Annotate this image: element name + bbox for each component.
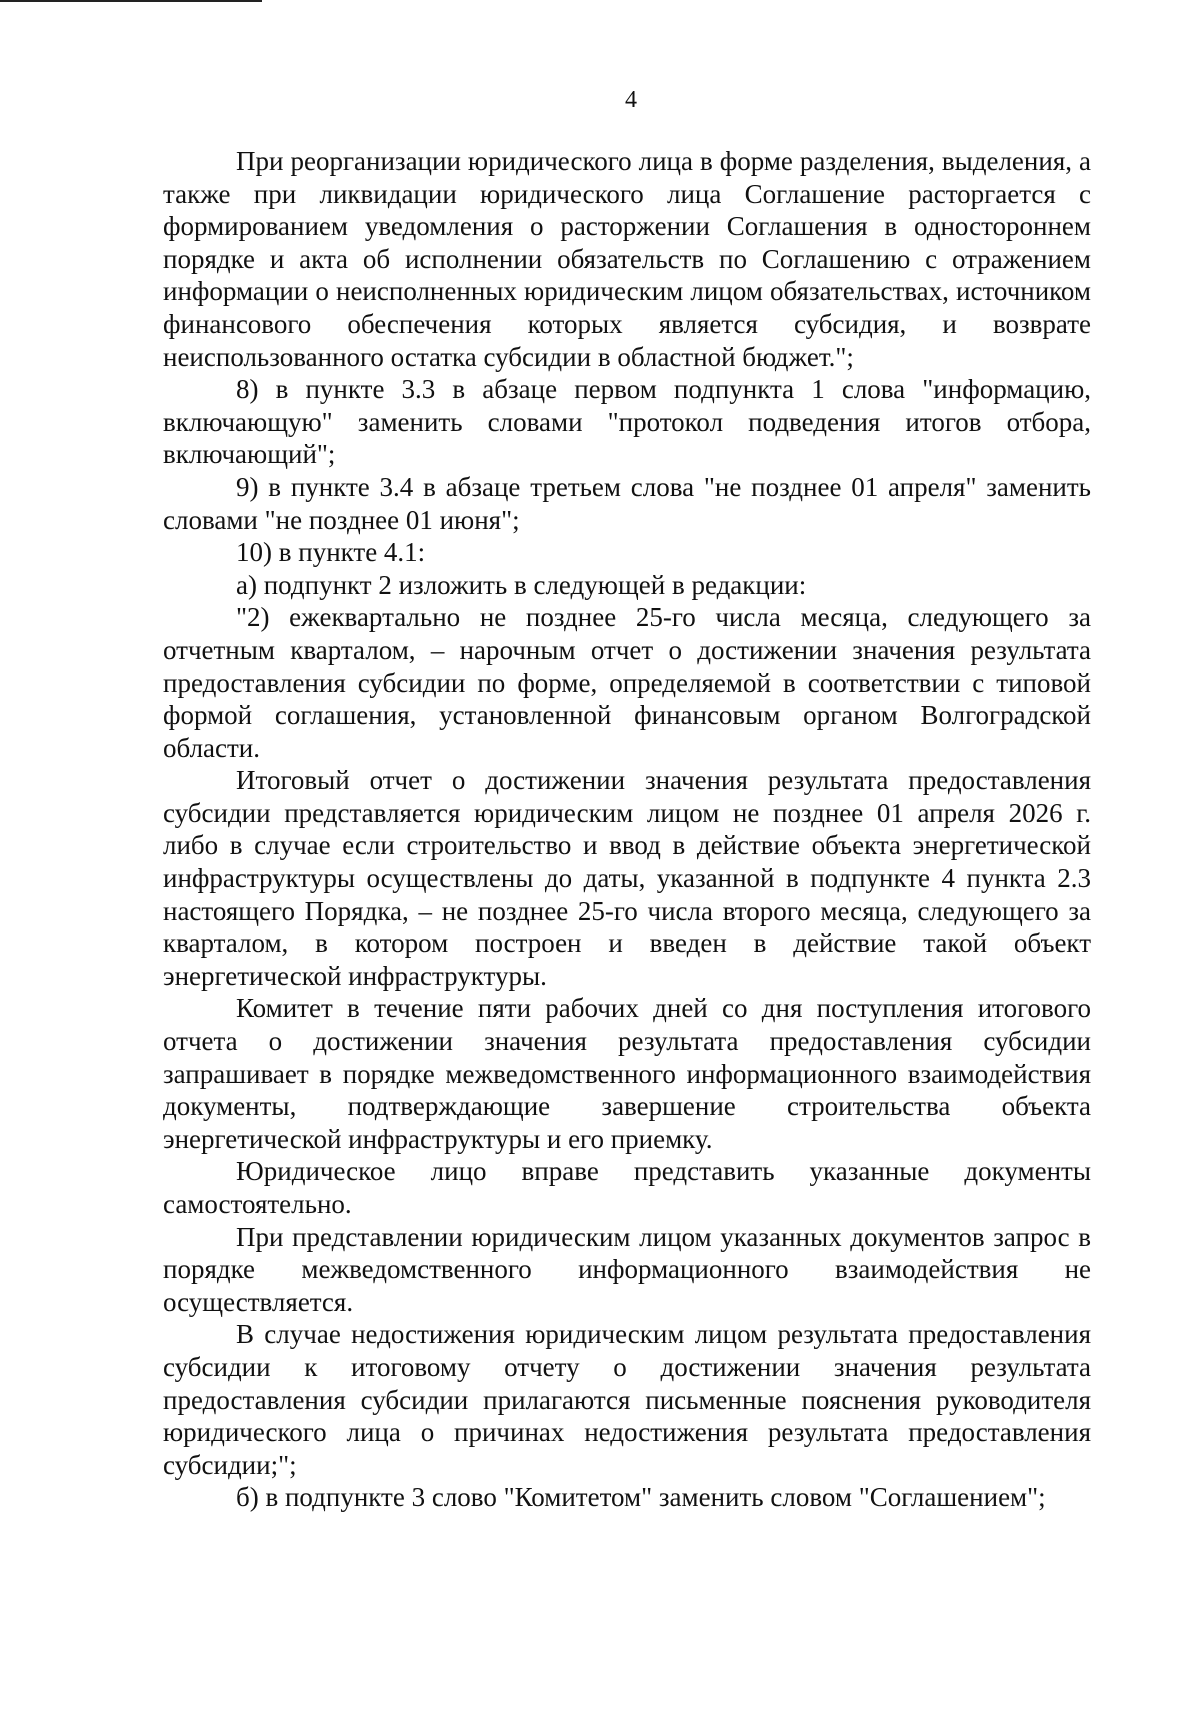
paragraph-committee-request: Комитет в течение пяти рабочих дней со дня поступления итогового отчета о достижении значения результата предоставления субсидии запрашивает в порядке межведомственного информационного взаимодействия документы, подтверждающие завершение строительства объекта энергетической инфраструктуры и его приемку. xyxy=(163,993,1091,1154)
paragraph-item-8: 8) в пункте 3.3 в абзаце первом подпункта 1 слова "информацию, включающую" заменить словами "протокол подведения итогов отбора, включающий"; xyxy=(163,374,1091,470)
paragraph-non-achievement: В случае недостижения юридическим лицом результата предоставления субсидии к итоговому отчету о достижении значения результата предоставления субсидии прилагаются письменные пояснения руководителя юридического лица о причинах недостижения результата предоставления субсидии;"; xyxy=(163,1319,1091,1480)
paragraph-subitem-a: а) подпункт 2 изложить в следующей в редакции: xyxy=(236,569,807,600)
top-edge-rule xyxy=(0,0,262,2)
paragraph-final-report: Итоговый отчет о достижении значения результата предоставления субсидии представляется юридическим лицом не позднее 01 апреля 2026 г. либо в случае если строительство и ввод в действие объекта энергетической инфраструктуры осуществлены до даты, указанной в подпункте 4 пункта 2.3 настоящего Порядка, – не позднее 25-го числа второго месяца, следующего за кварталом, в котором построен и введен в действие такой объект энергетической инфраструктуры. xyxy=(163,765,1091,991)
paragraph-quarterly-report: "2) ежеквартально не позднее 25-го числа месяца, следующего за отчетным кварталом, – нарочным отчет о достижении значения результата предоставления субсидии по форме, определяемой в соответствии с типовой формой соглашения, установленной финансовым органом Волгоградской области. xyxy=(163,602,1091,763)
paragraph-item-10: 10) в пункте 4.1: xyxy=(236,537,426,568)
paragraph-reorganization: При реорганизации юридического лица в форме разделения, выделения, а также при ликвидации юридического лица Соглашение расторгается с формированием уведомления о расторжении Соглашения в одностороннем порядке и акта об исполнении обязательств по Соглашению с отражением информации о неисполненных юридическим лицом обязательствах, источником финансового обеспечения которых является субсидия, и возврате неиспользованного остатка субсидии в областной бюджет."; xyxy=(163,146,1091,372)
paragraph-item-9: 9) в пункте 3.4 в абзаце третьем слова "не позднее 01 апреля" заменить словами "не позднее 01 июня"; xyxy=(163,471,1091,535)
paragraph-no-request: При представлении юридическим лицом указанных документов запрос в порядке межведомственного информационного взаимодействия не осуществляется. xyxy=(163,1221,1091,1317)
page-number: 4 xyxy=(625,87,637,113)
paragraph-self-submission: Юридическое лицо вправе представить указанные документы самостоятельно. xyxy=(163,1156,1091,1219)
document-body xyxy=(163,145,1091,1514)
paragraph-subitem-b: б) в подпункте 3 слово "Комитетом" заменить словом "Соглашением"; xyxy=(236,1482,1046,1513)
